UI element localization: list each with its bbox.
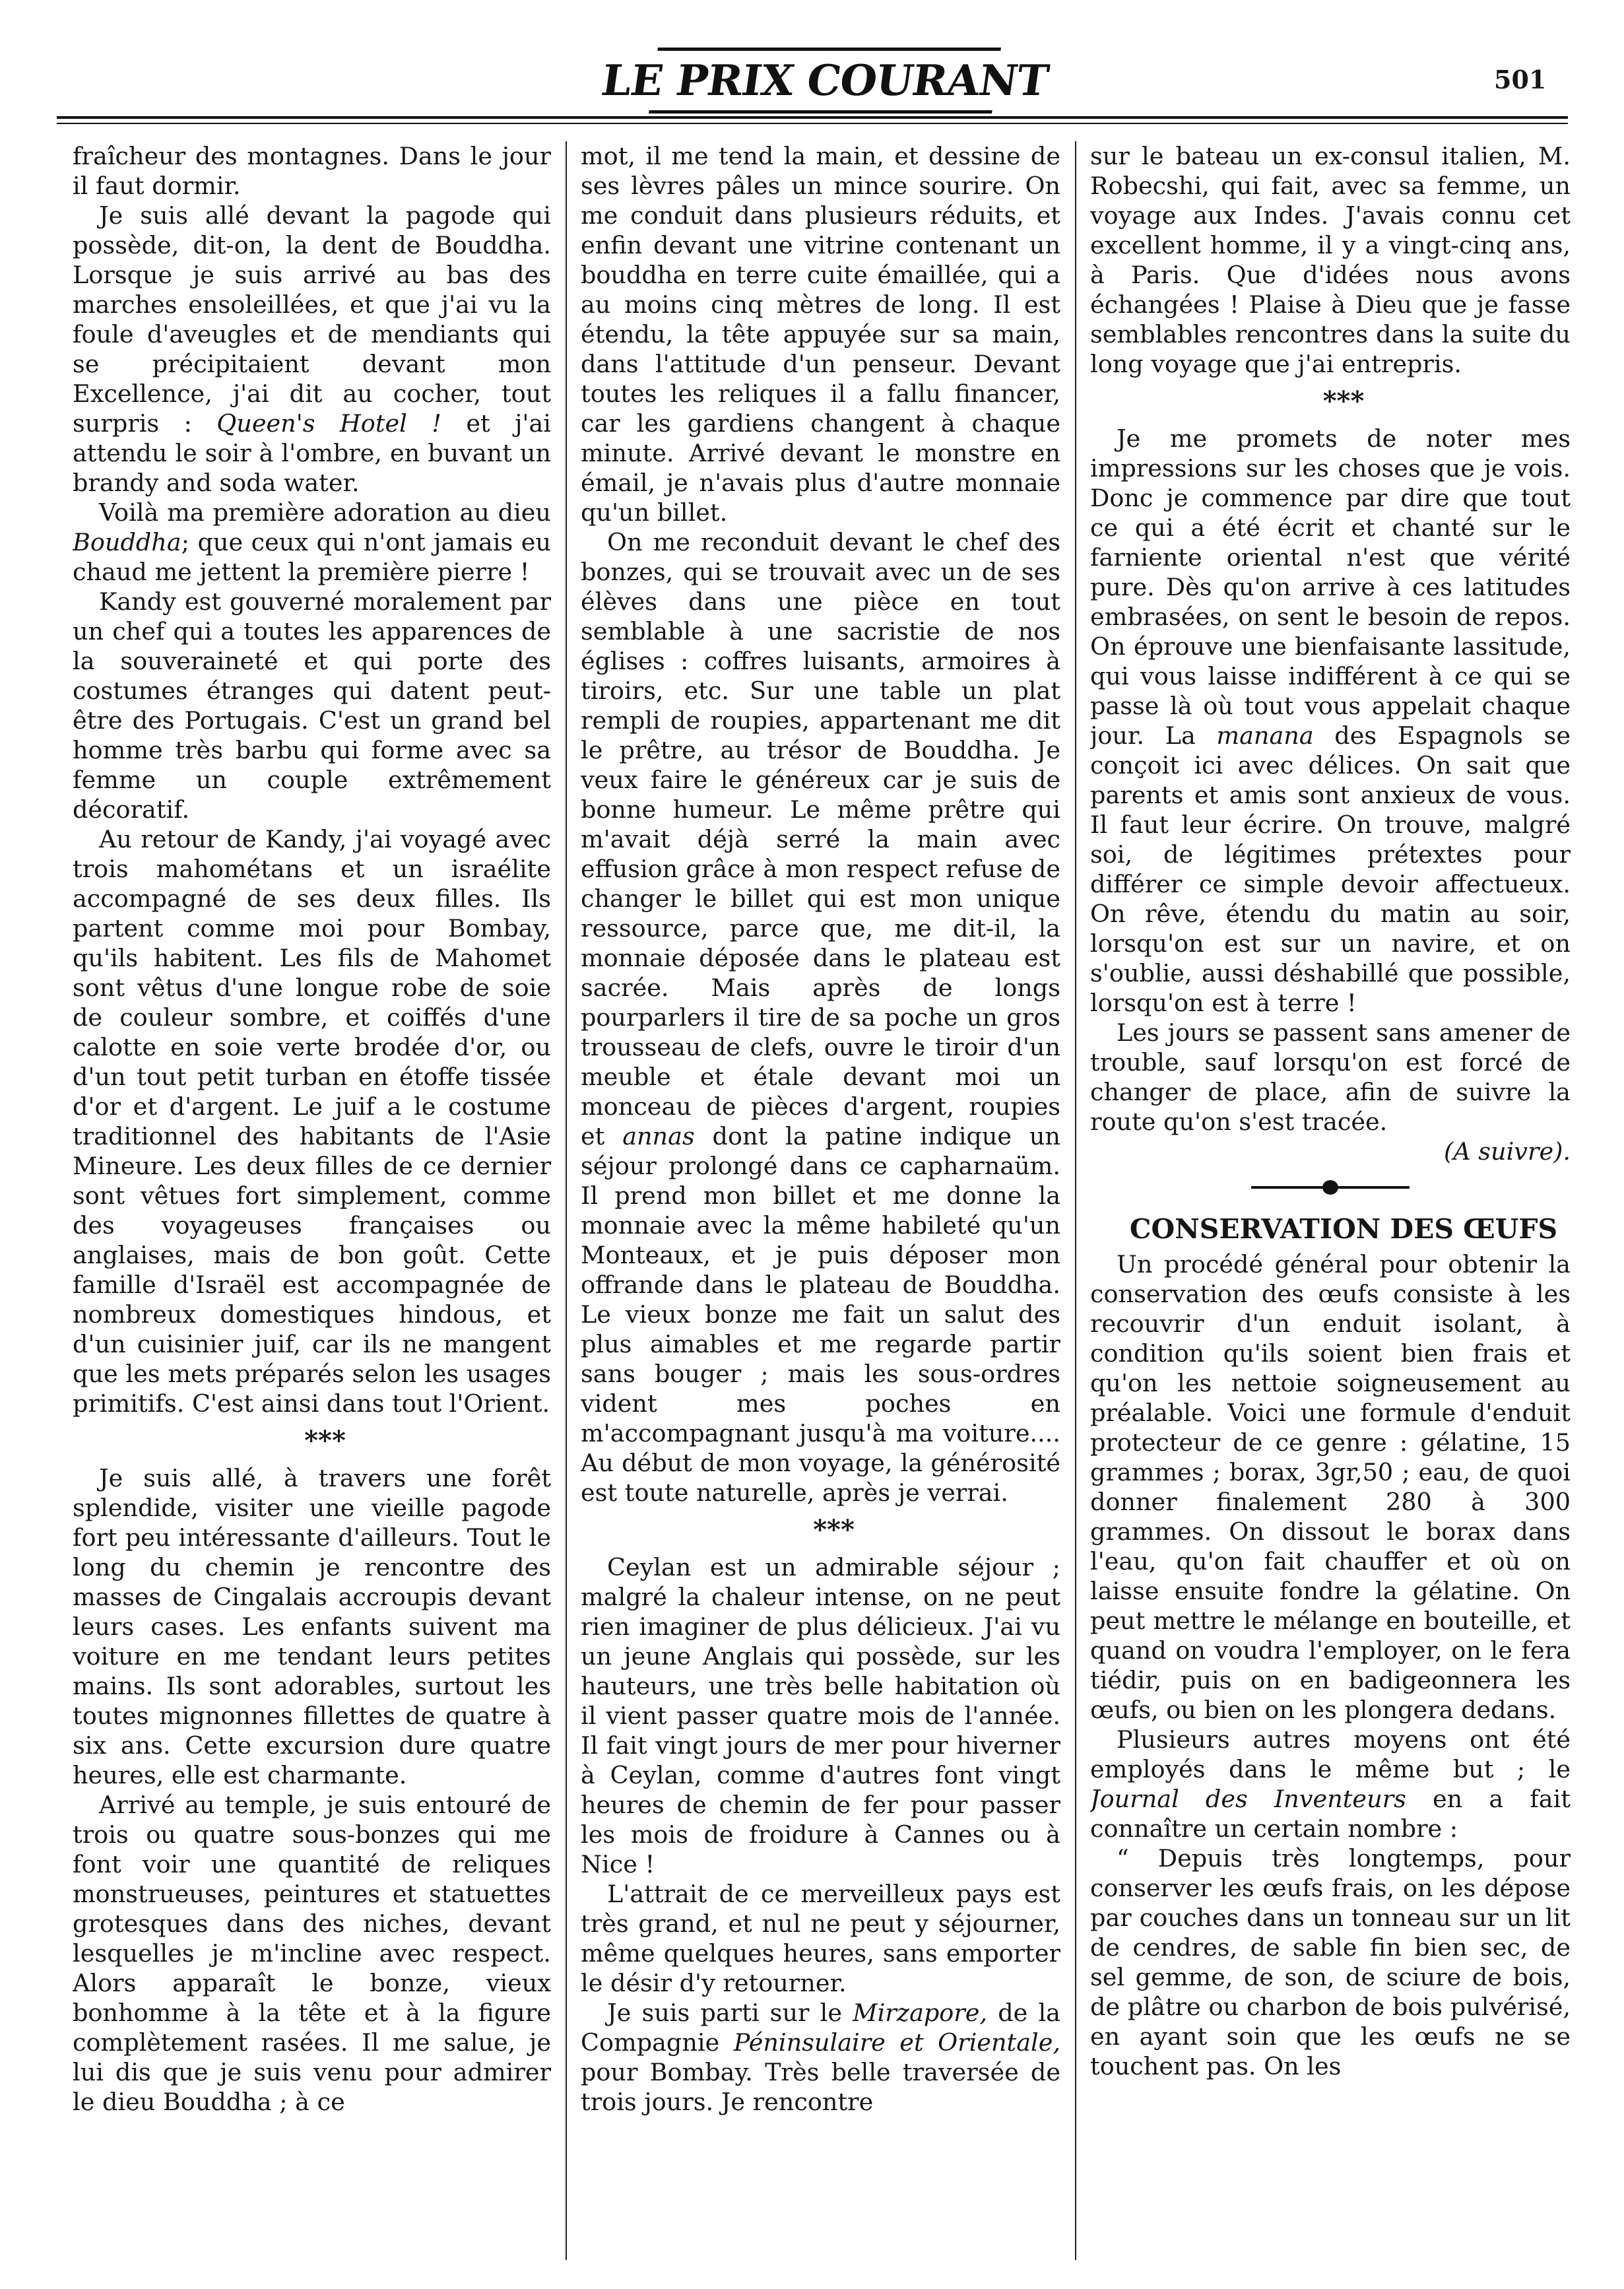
column-3: [1090, 141, 1571, 2260]
paragraph: Ceylan est un admirable séjour ; malgré la chaleur intense, on ne peut rien imaginer de plus délicieux. J'ai vu un jeune Anglais qui possède, sur les hauteurs, une très belle habitation où il vient passer quatre mois de l'année. Il fait vingt jours de mer pour hiverner à Ceylan, comme d'autres font vingt heures de chemin de fer pour passer les mois de froidure à Cannes ou à Nice !: [581, 1553, 1060, 1878]
masthead: [0, 0, 1624, 125]
header-rule: [57, 116, 1568, 119]
italic-text: annas: [622, 1122, 695, 1150]
italic-text: Queen's Hotel !: [216, 409, 441, 438]
section-break-asterism: ***: [1322, 385, 1365, 416]
paragraph: Un procédé général pour obtenir la conservation des œufs consiste à les recouvrir d'un enduit isolant, à condition qu'ils soient bien frais et qu'on les nettoie soigneusement au préalable. Voici une formule d'enduit protecteur de ce genre : gélatine, 15 grammes ; borax, 3gr,50 ; eau, de quoi donner finalement 280 à 300 grammes. On dissout le borax dans l'eau, qu'on fait chauffer et où on laisse ensuite fondre la gélatine. On peut mettre le mélange en bouteille, et quand on voudra l'employer, on le fera tiédir, puis on en badigeonnera les œufs, ou bien on les plongera dedans.: [1090, 1250, 1571, 1724]
paragraph: Je suis allé, à travers une forêt splendide, visiter une vieille pagode fort peu intéressante d'ailleurs. Tout le long du chemin je rencontre des masses de Cingalais accroupis devant leurs cases. Les enfants suivent ma voiture en me tendant leurs petites mains. Ils sont adorables, surtout les toutes mignonnes fillettes de quatre à six ans. Cette excursion dure quatre heures, elle est charmante.: [73, 1464, 551, 1789]
paragraph: Je me promets de noter mes impressions sur les choses que je vois. Donc je commence par dire que tout ce qui a été écrit et chanté sur le farniente oriental n'est que vérité pure. Dès qu'on arrive à ces latitudes embrasées, on sent le besoin de repos. On éprouve une bienfaisante lassitude, qui vous laisse indifférent à ce qui se passe là où tout vous appelait chaque jour. La manana des Espagnols se conçoit ici avec délices. On sait que parents et amis sont anxieux de vous. Il faut leur écrire. On trouve, malgré soi, de légitimes prétextes pour différer ce simple devoir affectueux. On rêve, étendu du matin au soir, lorsqu'on est sur un navire, et on s'oublie, aussi déshabillé que possible, lorsqu'on est à terre !: [1090, 424, 1571, 1017]
column-separator: [566, 141, 567, 2260]
section-break-asterism: ***: [304, 1425, 346, 1456]
to-be-continued: (A suivre).: [1443, 1137, 1571, 1166]
ornamental-divider: [1090, 1166, 1571, 1209]
paragraph: Les jours se passent sans amener de trouble, sauf lorsqu'on est forcé de changer de place, afin de suivre la route qu'on s'est tracée.: [1090, 1018, 1571, 1136]
paragraph: Au retour de Kandy, j'ai voyagé avec trois mahométans et un israélite accompagné de ses deux filles. Ils partent comme moi pour Bombay, qu'ils habitent. Les fils de Mahomet sont vêtus d'une longue robe de soie de couleur sombre, et coiffés d'une calotte en soie verte brodée d'or, ou d'un tout petit turban en étoffe tissée d'or et d'argent. Le juif a le costume traditionnel des habitants de l'Asie Mineure. Les deux filles de ce dernier sont vêtues fort simplement, comme des voyageuses françaises ou anglaises, mais de bon goût. Cette famille d'Israël est accompagnée de nombreux domestiques hindous, et d'un cuisinier juif, car ils ne mangent que les mets préparés selon les usages primitifs. C'est ainsi dans tout l'Orient.: [73, 825, 551, 1418]
italic-text: Mirzapore,: [853, 1999, 988, 2027]
paragraph: fraîcheur des montagnes. Dans le jour il faut dormir.: [73, 142, 551, 200]
section-break-asterism: ***: [813, 1514, 855, 1545]
newspaper-logo: LE PRIX COURANT: [649, 48, 1001, 114]
paragraph: Je suis allé devant la pagode qui possède, dit-on, la dent de Bouddha. Lorsque je suis arrivé au bas des marches ensoleillées, et que j'ai vu la foule d'aveugles et de mendiants qui se précipitaient devant mon Excellence, j'ai dit au cocher, tout surpris : Queen's Hotel ! et j'ai attendu le soir à l'ombre, en buvant un brandy and soda water.: [73, 201, 551, 497]
paragraph: Je suis parti sur le Mirzapore, de la Compagnie Péninsulaire et Orientale, pour Bombay. Très belle traversée de trois jours. Je rencontre: [581, 1999, 1060, 2116]
italic-text: Journal des Inventeurs: [1090, 1785, 1406, 1813]
article-title: CONSERVATION DES ŒUFS: [1129, 1213, 1558, 1245]
paragraph: Plusieurs autres moyens ont été employés dans le même but ; le Journal des Inventeurs en a fait connaître un certain nombre :: [1090, 1725, 1571, 1843]
paragraph: sur le bateau un ex-consul italien, M. Robecshi, qui fait, avec sa femme, un voyage aux Indes. J'avais connu cet excellent homme, il y a vingt-cinq ans, à Paris. Que d'idées nous avons échangées ! Plaise à Dieu que je fasse semblables rencontres dans la suite du long voyage que j'ai entrepris.: [1090, 142, 1571, 378]
column-2: [581, 141, 1060, 2260]
page-number: 501: [1494, 65, 1547, 94]
italic-text: manana: [1216, 721, 1314, 750]
paragraph: mot, il me tend la main, et dessine de ses lèvres pâles un mince sourire. On me conduit dans plusieurs réduits, et enfin devant une vitrine contenant un bouddha en terre cuite émaillée, qui a au moins cinq mètres de long. Il est étendu, la tête appuyée sur sa main, dans l'attitude d'un penseur. Devant toutes les reliques il a fallu financer, car les gardiens changent à chaque minute. Arrivé devant le monstre en émail, je n'avais plus d'autre monnaie qu'un billet.: [581, 142, 1060, 527]
paragraph: Kandy est gouverné moralement par un chef qui a toutes les apparences de la souveraineté et qui porte des costumes étranges qui datent peut-être des Portugais. C'est un grand bel homme très barbu qui forme avec sa femme un couple extrêmement décoratif.: [73, 587, 551, 824]
paragraph: L'attrait de ce merveilleux pays est très grand, et nul ne peut y séjourner, même quelques heures, sans emporter le désir d'y retourner.: [581, 1880, 1060, 1997]
paragraph: On me reconduit devant le chef des bonzes, qui se trouvait avec un de ses élèves dans une pièce en tout semblable à une sacristie de nos églises : coffres luisants, armoires à tiroirs, etc. Sur une table un plat rempli de roupies, appartenant me dit le prêtre, au trésor de Bouddha. Je veux faire le généreux car je suis de bonne humeur. Le même prêtre qui m'avait déjà serré la main avec effusion grâce à mon respect refuse de changer le billet qui est mon unique ressource, parce que, me dit-il, la monnaie déposée dans le plateau est sacrée. Mais après de longs pourparlers il tire de sa poche un gros trousseau de clefs, ouvre le tiroir d'un meuble et étale devant moi un monceau de pièces d'argent, roupies et annas dont la patine indique un séjour prolongé dans ce capharnaüm. Il prend mon billet et me donne la monnaie avec la même habileté qu'un Monteaux, et je puis déposer mon offrande dans le plateau de Bouddha. Le vieux bonze me fait un salut des plus aimables et me regarde partir sans bouger ; mais les sous-ordres vident mes poches en m'accompagnant jusqu'à ma voiture.... Au début de mon voyage, la générosité est toute naturelle, après je verrai.: [581, 528, 1060, 1507]
paragraph: Arrivé au temple, je suis entouré de trois ou quatre sous-bonzes qui me font voir une quantité de reliques monstrueuses, peintures et statuettes grotesques dans des niches, devant lesquelles je m'incline avec respect. Alors apparaît le bonze, vieux bonhomme à la tête et à la figure complètement rasées. Il me salue, je lui dis que je suis venu pour admirer le dieu Bouddha ; à ce: [73, 1791, 551, 2116]
paragraph: Voilà ma première adoration au dieu Bouddha; que ceux qui n'ont jamais eu chaud me jettent la première pierre !: [73, 498, 551, 586]
italic-text: Bouddha: [73, 528, 181, 556]
header-rule-thin: [57, 123, 1568, 124]
italic-text: Péninsulaire et Orientale,: [733, 2028, 1060, 2057]
column-separator: [1075, 141, 1076, 2260]
column-1: [73, 141, 551, 2260]
paragraph: “ Depuis très longtemps, pour conserver les œufs frais, on les dépose par couches dans un tonneau sur un lit de cendres, de sable fin bien sec, de sel gemme, de son, de sciure de bois, de plâtre ou charbon de bois pulvérisé, en ayant soin que les œufs ne se touchent pas. On les: [1090, 1844, 1571, 2080]
